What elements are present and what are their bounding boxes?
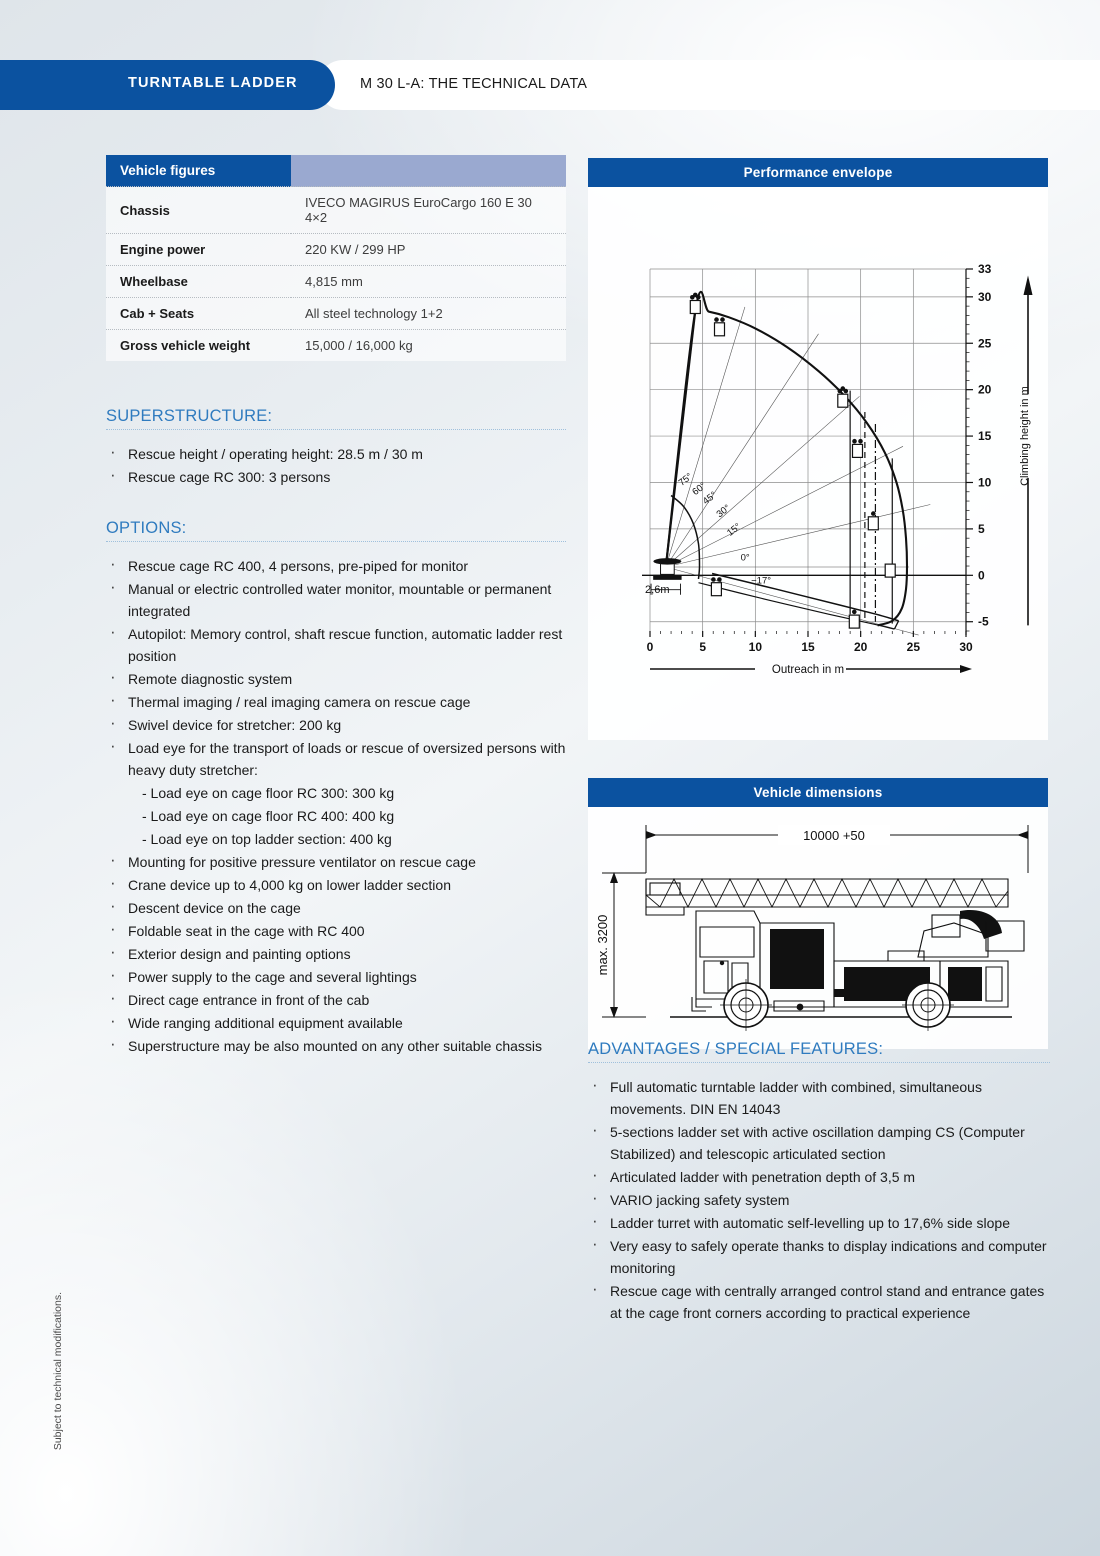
x-tick-label: 10 — [748, 640, 763, 654]
page-header — [0, 60, 1100, 110]
table-cell-key: Wheelbase — [106, 266, 291, 298]
advantages-list — [588, 1076, 1050, 1324]
y-tick-label: 33 — [978, 262, 992, 276]
list-item: · Thermal imaging / real imaging camera on rescue cage — [106, 691, 566, 713]
y-tick-label: 10 — [978, 475, 992, 490]
list-item: · Mounting for positive pressure ventilator on rescue cage — [106, 851, 566, 873]
list-item: · Articulated ladder with penetration depth of 3,5 m — [588, 1166, 1050, 1188]
list-item: · Direct cage entrance in front of the cab — [106, 989, 566, 1011]
list-item: · Crane device up to 4,000 kg on lower ladder section — [106, 874, 566, 896]
vehicle-dimensions-panel — [588, 778, 1048, 1049]
y-tick-label: 15 — [978, 429, 992, 444]
list-item: · Rescue cage RC 400, 4 persons, pre-piped for monitor — [106, 555, 566, 577]
y-tick-label: 30 — [978, 289, 992, 304]
angle-label: 30° — [714, 502, 733, 521]
table-cell-value: 15,000 / 16,000 kg — [305, 338, 413, 353]
table-row — [106, 330, 566, 362]
performance-envelope-body — [588, 187, 1048, 740]
y-tick-label: 5 — [978, 521, 985, 536]
superstructure-rule — [106, 429, 566, 430]
vehicle-dimensions-title: Vehicle dimensions — [588, 778, 1048, 807]
list-item: · Rescue cage with centrally arranged control stand and entrance gates at the cage front corners according to practical experience — [588, 1280, 1050, 1324]
options-list — [106, 555, 566, 1057]
options-rule — [106, 541, 566, 542]
list-item: · VARIO jacking safety system — [588, 1189, 1050, 1211]
y-axis-title: Climbing height in m — [1019, 386, 1031, 486]
advantages-section — [588, 1040, 1050, 1325]
table-cell-value: 4,815 mm — [291, 266, 566, 298]
table-row — [106, 234, 566, 266]
table-cell-value: IVECO MAGIRUS EuroCargo 160 E 30 4×2 — [291, 187, 566, 234]
list-item: · Very easy to safely operate thanks to display indications and computer monitoring — [588, 1235, 1050, 1279]
angle-label: 15° — [725, 521, 744, 539]
list-item: · Ladder turret with automatic self-levelling up to 17,6% side slope — [588, 1212, 1050, 1234]
y-tick-label: 20 — [978, 382, 992, 397]
table-row — [106, 187, 566, 234]
left-column — [106, 155, 566, 1058]
advantages-rule — [588, 1062, 1050, 1063]
angle-label: 45° — [700, 489, 720, 508]
list-item: · Wide ranging additional equipment available — [106, 1012, 566, 1034]
right-column — [588, 158, 1048, 1067]
superstructure-heading: SUPERSTRUCTURE: — [106, 407, 273, 425]
list-item: · Rescue cage RC 300: 3 persons — [106, 466, 566, 488]
list-item: · Power supply to the cage and several lightings — [106, 966, 566, 988]
list-item: · Superstructure may be also mounted on any other suitable chassis — [106, 1035, 566, 1057]
table-cell-key: Chassis — [106, 187, 291, 234]
list-item: - Load eye on cage floor RC 300: 300 kg — [142, 785, 395, 801]
table-cell-value: 220 KW / 299 HP — [291, 234, 566, 266]
x-tick-label: 20 — [853, 640, 868, 654]
list-item: · Manual or electric controlled water monitor, mountable or permanent integrated — [106, 578, 566, 622]
table-cell-key: Cab + Seats — [106, 298, 291, 330]
angle-label: 60° — [690, 480, 709, 498]
table-header-row — [106, 155, 566, 187]
vehicle-height-label: max. 3200 — [595, 914, 610, 976]
table-cell-key: Engine power — [106, 234, 291, 266]
x-tick-label: 15 — [801, 640, 815, 654]
list-item: · 5-sections ladder set with active oscillation damping CS (Computer Stabilized) and telescopic articulated section — [588, 1121, 1050, 1165]
vehicle-length-label: 10000 +50 — [803, 828, 865, 843]
vehicle-figures-title: Vehicle figures — [106, 155, 291, 187]
table-cell-value: All steel technology 1+2 — [291, 298, 566, 330]
list-item: · Swivel device for stretcher: 200 kg — [106, 714, 566, 736]
performance-envelope-panel — [588, 158, 1048, 740]
superstructure-list — [106, 443, 566, 488]
angle-label: 75° — [676, 471, 695, 489]
performance-envelope-chart — [588, 191, 1048, 734]
list-item: · Remote diagnostic system — [106, 668, 566, 690]
x-tick-label: 5 — [699, 640, 707, 654]
x-tick-label: 0 — [646, 640, 654, 654]
x-tick-label: 25 — [906, 640, 921, 654]
vehicle-figures-table — [106, 155, 566, 361]
angle-label: 0° — [740, 552, 750, 564]
list-item: · Exterior design and painting options — [106, 943, 566, 965]
y-tick-label: 0 — [978, 568, 985, 583]
y-tick-label: 25 — [978, 336, 992, 351]
x-tick-label: 30 — [959, 640, 973, 654]
list-item: · Descent device on the cage — [106, 897, 566, 919]
x-axis-title: Outreach in m — [771, 664, 845, 676]
table-cell-key: Gross vehicle weight — [120, 338, 251, 353]
performance-envelope-title: Performance envelope — [588, 158, 1048, 187]
footer-disclaimer: Subject to technical modifications. — [52, 1292, 64, 1451]
list-item: · Autopilot: Memory control, shaft rescue function, automatic ladder rest position — [106, 623, 566, 667]
vehicle-dimensions-body — [588, 807, 1048, 1049]
vehicle-figures-title-spacer — [291, 155, 566, 187]
list-item: - Load eye on cage floor RC 400: 400 kg — [142, 808, 395, 824]
list-item: · Foldable seat in the cage with RC 400 — [106, 920, 566, 942]
y-tick-label: -5 — [978, 614, 989, 629]
angle-label: −17° — [751, 575, 772, 587]
header-subtitle: M 30 L-A: THE TECHNICAL DATA — [360, 76, 588, 92]
table-row — [106, 298, 566, 330]
list-item: · Load eye for the transport of loads or rescue of oversized persons with heavy duty stretcher: — [106, 737, 566, 781]
advantages-heading: ADVANTAGES / SPECIAL FEATURES: — [588, 1040, 884, 1058]
list-item: · Rescue height / operating height: 28.5 m / 30 m — [106, 443, 566, 465]
list-item: - Load eye on top ladder section: 400 kg — [142, 831, 392, 847]
vehicle-side-view-drawing — [588, 811, 1048, 1043]
outrigger-width-label: 2,6m — [645, 583, 670, 596]
header-category-label: TURNTABLE LADDER — [128, 75, 298, 91]
table-row — [106, 266, 566, 298]
list-item: · Full automatic turntable ladder with combined, simultaneous movements. DIN EN 14043 — [588, 1076, 1050, 1120]
options-heading: OPTIONS: — [106, 519, 187, 537]
